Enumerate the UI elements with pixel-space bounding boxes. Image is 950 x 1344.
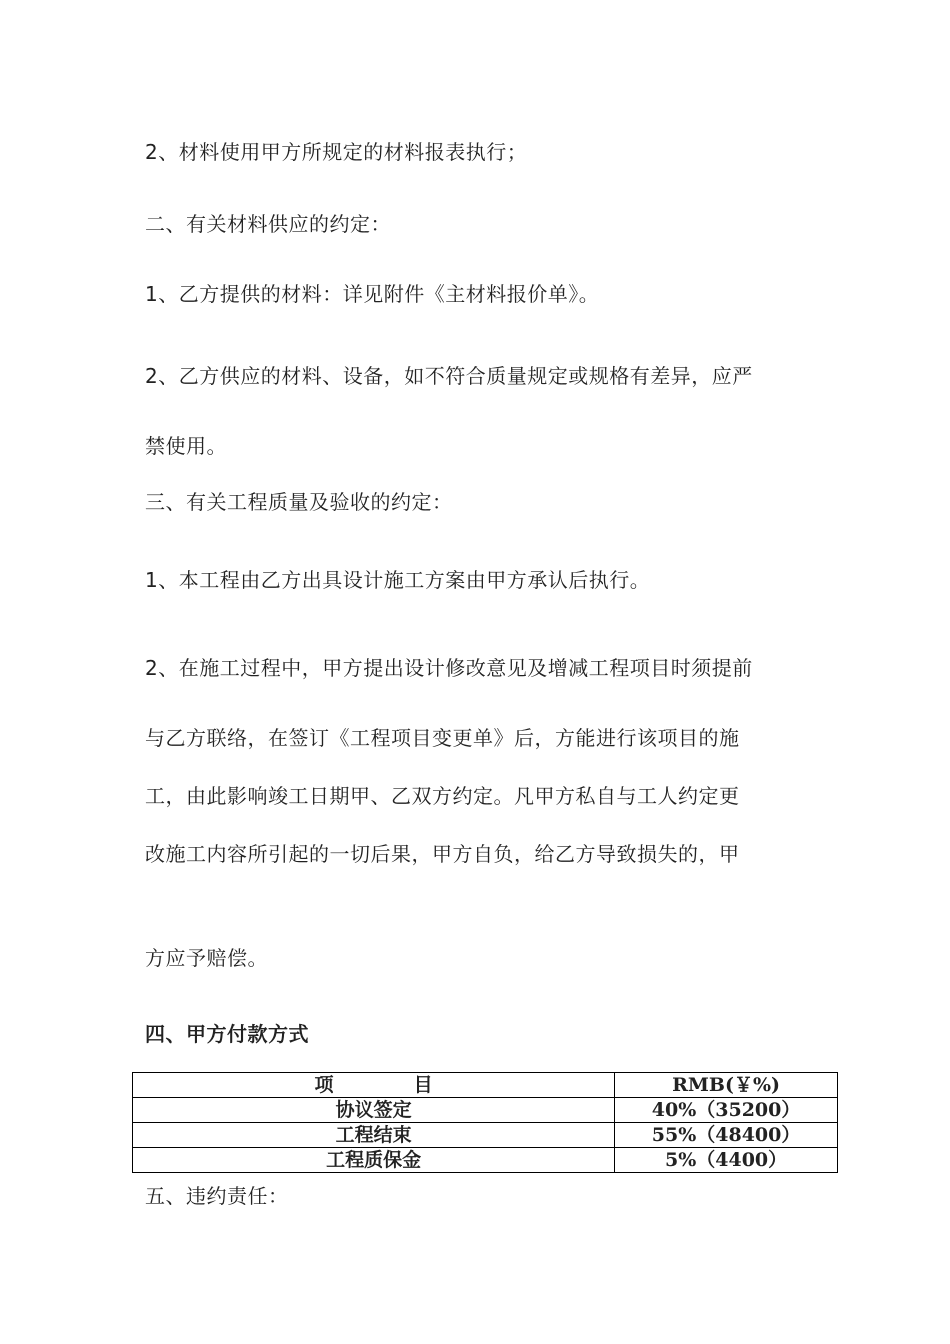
paragraph-changes-line-3: 工，由此影响竣工日期甲、乙双方约定。凡甲方私自与工人约定更 [145,784,740,808]
table-row [133,1148,838,1173]
header-item [133,1073,615,1098]
header-item-char-1: 项 [314,1074,334,1096]
paragraph-material-report: 2、材料使用甲方所规定的材料报表执行； [145,140,528,164]
header-amount: RMB(￥%) [615,1073,838,1098]
paragraph-quality-line-1: 2、乙方供应的材料、设备，如不符合质量规定或规格有差异，应严 [145,364,753,388]
paragraph-party-b-materials: 1、乙方提供的材料：详见附件《主材料报价单》。 [145,282,600,306]
heading-payment-method: 四、甲方付款方式 [145,1022,309,1046]
row-amount: 40%（35200） [615,1098,838,1123]
paragraph-quality-line-2: 禁使用。 [145,434,227,458]
row-amount: 5%（4400） [615,1148,838,1173]
row-item: 工程质保金 [133,1148,615,1173]
table-row [133,1123,838,1148]
table-row [133,1098,838,1123]
paragraph-changes-line-1: 2、在施工过程中，甲方提出设计修改意见及增减工程项目时须提前 [145,656,753,680]
row-item: 协议签定 [133,1098,615,1123]
row-item: 工程结束 [133,1123,615,1148]
heading-material-supply: 二、有关材料供应的约定： [145,212,391,236]
heading-quality-acceptance: 三、有关工程质量及验收的约定： [145,490,453,514]
heading-breach-liability: 五、违约责任： [145,1184,289,1208]
paragraph-changes-line-5: 方应予赔偿。 [145,946,268,970]
paragraph-design-plan: 1、本工程由乙方出具设计施工方案由甲方承认后执行。 [145,568,651,592]
payment-table [132,1072,838,1173]
header-item-char-2: 目 [413,1074,433,1096]
row-amount: 55%（48400） [615,1123,838,1148]
paragraph-changes-line-2: 与乙方联络，在签订《工程项目变更单》后，方能进行该项目的施 [145,726,740,750]
table-header-row [133,1073,838,1098]
paragraph-changes-line-4: 改施工内容所引起的一切后果，甲方自负，给乙方导致损失的，甲 [145,842,740,866]
